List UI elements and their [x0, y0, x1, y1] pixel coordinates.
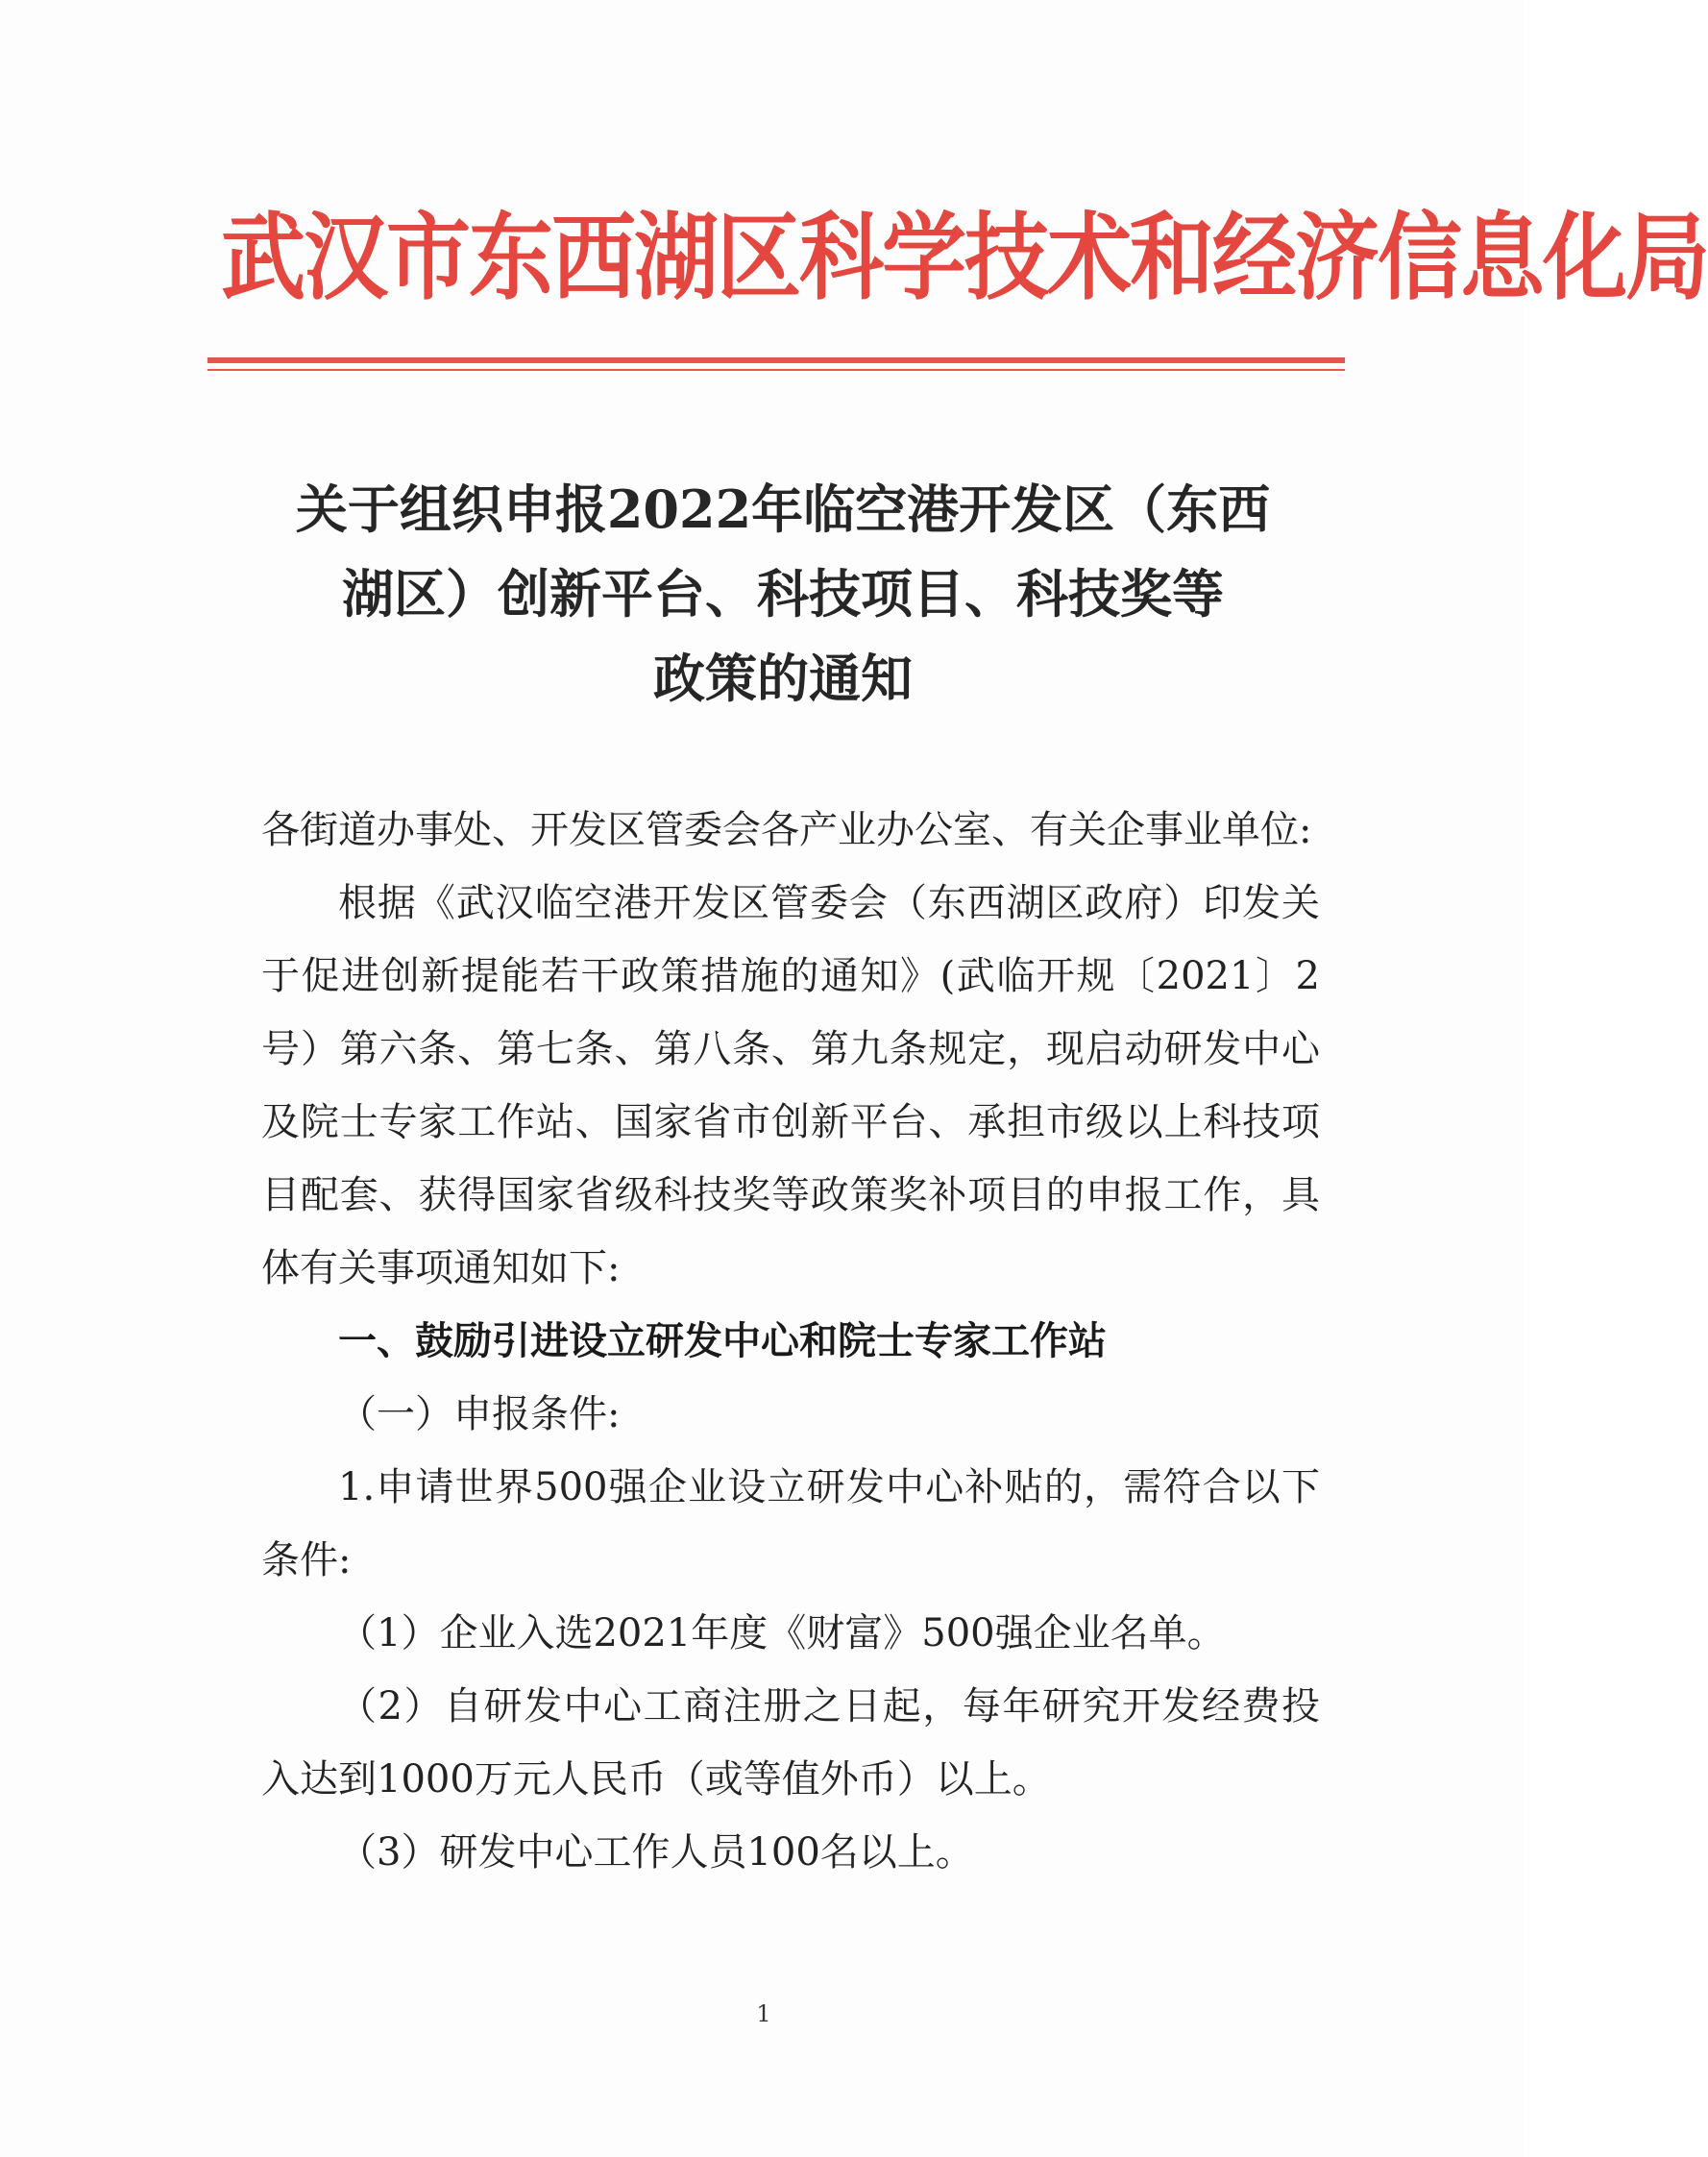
salutation: 各街道办事处、开发区管委会各产业办公室、有关企事业单位:: [261, 808, 1312, 852]
notice-title-line-1: 关于组织申报2022年临空港开发区（东西: [295, 478, 1271, 540]
subsection-1-heading: （一）申报条件:: [338, 1392, 621, 1436]
condition-2: （2）自研发中心工商注册之日起，每年研究开发经费投入达到1000万元人民币（或等值外币）以上。: [261, 1684, 1320, 1802]
body-text: [261, 794, 1320, 1889]
condition-3: （3）研发中心工作人员100名以上。: [338, 1830, 974, 1875]
notice-title: [240, 467, 1326, 721]
notice-title-line-2: 湖区）创新平台、科技项目、科技奖等: [342, 563, 1224, 625]
notice-title-line-3: 政策的通知: [653, 648, 913, 709]
header-rule-thin: [207, 369, 1345, 371]
section-1-heading: 一、鼓励引进设立研发中心和院士专家工作站: [338, 1319, 1107, 1363]
issuer-header: 武汉市东西湖区科学技术和经济信息化局: [221, 201, 1708, 313]
item-1: 1.申请世界500强企业设立研发中心补贴的，需符合以下条件:: [261, 1465, 1320, 1582]
page-number: 1: [756, 2000, 771, 2027]
header-rule-thick: [207, 357, 1345, 363]
intro-paragraph: 根据《武汉临空港开发区管委会（东西湖区政府）印发关于促进创新提能若干政策措施的通知》(武临开规〔2021〕2号）第六条、第七条、第八条、第九条规定，现启动研发中心及院士专家工作站、国家省市创新平台、承担市级以上科技项目配套、获得国家省级科技奖等政策奖补项目的申报工作，具体有关事项通知如下:: [261, 881, 1320, 1290]
condition-1: （1）企业入选2021年度《财富》500强企业名单。: [338, 1611, 1226, 1655]
